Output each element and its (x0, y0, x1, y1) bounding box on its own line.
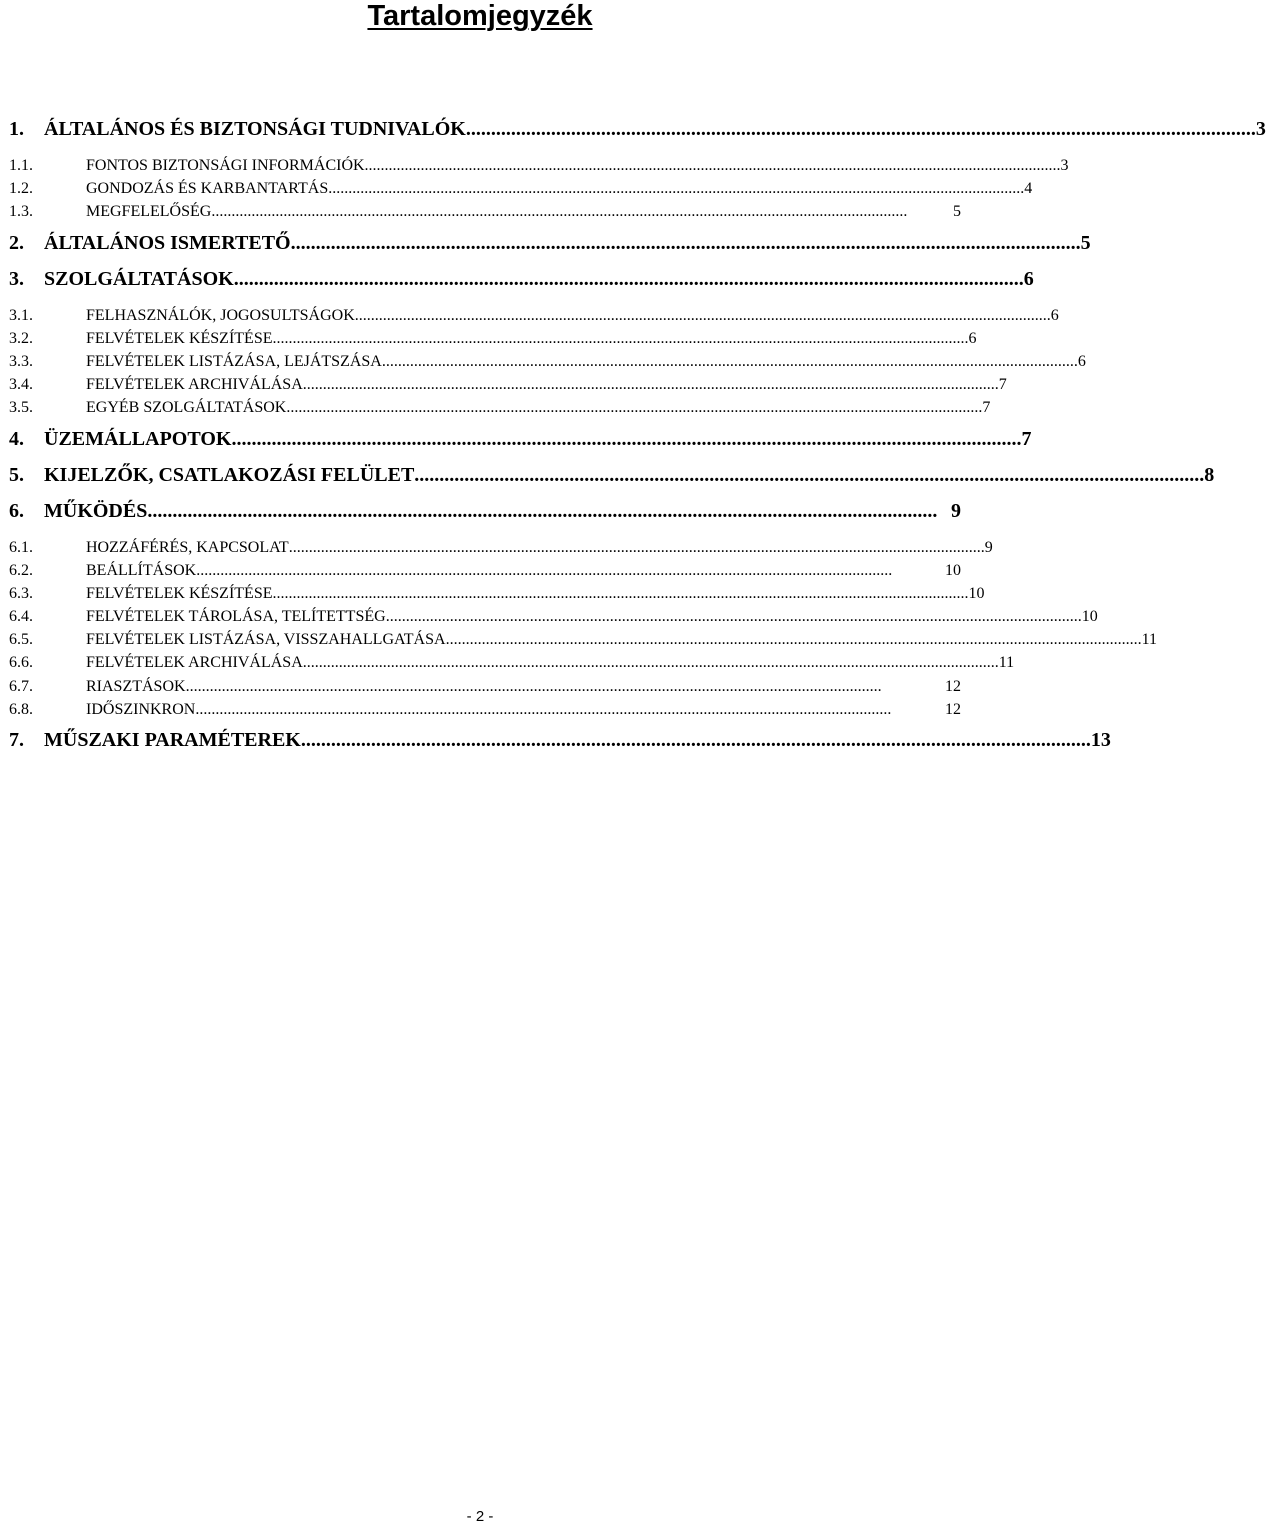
dot-leader: .............................................................................................................................................................................. (328, 180, 1025, 198)
toc-entry-page: 6 (1023, 267, 1034, 290)
toc-entry-page: 12 (945, 677, 961, 695)
toc-entry[interactable] (9, 698, 961, 721)
toc-entry-page: 10 (968, 584, 985, 602)
dot-leader: .............................................................................................................................................................................. (302, 376, 999, 394)
toc-entry[interactable] (9, 396, 991, 419)
toc-entry-label: FELVÉTELEK LISTÁZÁSA, VISSZAHALLGATÁSA (86, 631, 446, 649)
toc-entry-label: RIASZTÁSOK (86, 677, 186, 695)
toc-entry-label: FELHASZNÁLÓK, JOGOSULTSÁGOK (86, 306, 355, 324)
toc-entry-label: HOZZÁFÉRÉS, KAPCSOLAT (86, 538, 289, 556)
toc-entry-label: MEGFELELŐSÉG (86, 203, 212, 221)
toc-entry-number: 3.1. (9, 306, 33, 324)
toc-entry-number: 3.5. (9, 399, 33, 417)
toc-entry-page: 6 (968, 329, 977, 347)
toc-entry-label: FELVÉTELEK KÉSZÍTÉSE (86, 329, 273, 347)
toc-entry-number: 7. (9, 729, 24, 751)
toc-entry-number: 6.6. (9, 654, 33, 672)
dot-leader: .............................................................................................................................................................................. (288, 538, 985, 556)
toc-entry[interactable] (9, 605, 1098, 628)
table-of-contents (0, 114, 1266, 761)
toc-entry[interactable] (9, 304, 1059, 327)
toc-entry-label: ÁLTALÁNOS ISMERTETŐ (44, 231, 291, 254)
toc-entry-number: 1.3. (9, 203, 33, 221)
dot-leader: .............................................................................................................................................................................. (286, 399, 983, 417)
toc-entry-number: 2. (9, 231, 24, 254)
toc-entry-label: KIJELZŐK, CSATLAKOZÁSI FELÜLET (44, 463, 415, 486)
toc-entry-number: 3.3. (9, 352, 33, 370)
toc-entry-number: 1. (9, 118, 24, 140)
toc-entry[interactable] (9, 177, 1033, 200)
toc-entry-number: 3. (9, 267, 24, 290)
toc-entry-page: 13 (1090, 729, 1111, 751)
page-title: Tartalomjegyzék (367, 0, 593, 32)
toc-entry-page: 7 (998, 376, 1007, 394)
dot-leader: .............................................................................................................................................................................. (185, 677, 882, 695)
dot-leader: .............................................................................................................................................................................. (385, 608, 1082, 626)
toc-entry-number: 6.3. (9, 584, 33, 602)
toc-entry[interactable] (9, 114, 1266, 150)
toc-entry-label: FELVÉTELEK TÁROLÁSA, TELÍTETTSÉG (86, 608, 386, 626)
dot-leader: .............................................................................................................................................................................. (272, 584, 969, 602)
dot-leader: .............................................................................................................................................................. (465, 118, 1256, 140)
toc-entry-label: FELVÉTELEK KÉSZÍTÉSE (86, 584, 273, 602)
toc-entry[interactable] (9, 373, 1007, 396)
toc-entry-page: 3 (1255, 118, 1266, 140)
toc-entry-page: 4 (1024, 180, 1033, 198)
toc-entry-number: 3.2. (9, 329, 33, 347)
toc-entry-label: IDŐSZINKRON (86, 700, 196, 718)
toc-entry-number: 6.5. (9, 631, 33, 649)
toc-entry-page: 10 (1081, 608, 1098, 626)
toc-entry-label: FELVÉTELEK ARCHIVÁLÁSA (86, 376, 303, 394)
toc-entry-label: BEÁLLÍTÁSOK (86, 561, 197, 579)
toc-entry-page: 12 (945, 700, 961, 718)
toc-entry-label: ÜZEMÁLLAPOTOK (44, 427, 232, 450)
toc-entry[interactable] (9, 628, 1157, 651)
dot-leader: .............................................................................................................................................................................. (211, 203, 908, 221)
toc-entry-label: FELVÉTELEK LISTÁZÁSA, LEJÁTSZÁSA (86, 352, 382, 370)
toc-entry-number: 6. (9, 499, 24, 522)
dot-leader: .............................................................................................................................................................................. (364, 157, 1061, 174)
toc-entry[interactable] (9, 424, 1032, 460)
toc-entry-label: MŰSZAKI PARAMÉTEREK (44, 729, 301, 751)
toc-entry-page: 6 (1077, 352, 1086, 370)
dot-leader: .............................................................................................................................................................. (300, 729, 1091, 751)
toc-entry-number: 6.2. (9, 561, 33, 579)
toc-entry-number: 1.2. (9, 180, 33, 198)
dot-leader: .............................................................................................................................................................................. (302, 654, 999, 672)
toc-entry[interactable] (9, 536, 993, 559)
toc-entry[interactable] (9, 200, 961, 223)
toc-entry[interactable] (9, 350, 1086, 373)
toc-entry[interactable] (9, 460, 1215, 496)
dot-leader: .............................................................................................................................................................. (233, 267, 1024, 290)
toc-entry-page: 10 (945, 561, 961, 579)
toc-entry[interactable] (9, 327, 977, 350)
toc-entry[interactable] (9, 582, 985, 605)
dot-leader: .............................................................................................................................................................................. (272, 329, 969, 347)
page-number-footer: - 2 - (466, 1508, 494, 1525)
toc-entry[interactable] (9, 154, 1069, 177)
dot-leader: .............................................................................................................................................................................. (196, 561, 893, 579)
toc-entry-label: GONDOZÁS ÉS KARBANTARTÁS (86, 180, 329, 198)
toc-entry-number: 6.8. (9, 700, 33, 718)
dot-leader: .............................................................................................................................................................................. (445, 631, 1142, 649)
toc-entry-label: FELVÉTELEK ARCHIVÁLÁSA (86, 654, 303, 672)
toc-entry-number: 6.4. (9, 608, 33, 626)
dot-leader: .............................................................................................................................................................. (290, 231, 1081, 254)
toc-entry[interactable] (9, 228, 1091, 264)
dot-leader: .............................................................................................................................................................. (231, 427, 1022, 450)
toc-entry-page: 9 (984, 538, 993, 556)
toc-entry-number: 3.4. (9, 376, 33, 394)
toc-entry[interactable] (9, 559, 961, 582)
toc-entry[interactable] (9, 651, 1015, 674)
toc-entry-label: FONTOS BIZTONSÁGI INFORMÁCIÓK (86, 157, 365, 174)
toc-entry[interactable] (9, 264, 1034, 300)
toc-entry-number: 1.1. (9, 157, 33, 174)
toc-entry-page: 7 (982, 399, 991, 417)
toc-entry-number: 4. (9, 427, 24, 450)
toc-entry-number: 6.1. (9, 538, 33, 556)
toc-entry-number: 5. (9, 463, 24, 486)
toc-entry-page: 7 (1021, 427, 1032, 450)
dot-leader: .............................................................................................................................................................................. (354, 306, 1051, 324)
toc-entry-page: 5 (953, 203, 961, 221)
toc-entry-label: ÁLTALÁNOS ÉS BIZTONSÁGI TUDNIVALÓK (44, 118, 466, 140)
toc-entry-page: 8 (1204, 463, 1215, 486)
toc-entry-page: 3 (1060, 157, 1069, 174)
toc-entry-page: 11 (998, 654, 1015, 672)
dot-leader: .............................................................................................................................................................................. (381, 352, 1078, 370)
toc-entry-page: 9 (951, 499, 961, 522)
toc-entry-label: MŰKÖDÉS (44, 499, 148, 522)
toc-entry-page: 6 (1050, 306, 1059, 324)
toc-entry-page: 11 (1141, 631, 1157, 649)
toc-entry[interactable] (9, 496, 961, 532)
toc-entry[interactable] (9, 675, 961, 698)
dot-leader: .............................................................................................................................................................. (414, 463, 1205, 486)
toc-entry-label: SZOLGÁLTATÁSOK (44, 267, 234, 290)
dot-leader: .............................................................................................................................................................. (147, 499, 938, 522)
toc-entry[interactable] (9, 725, 1111, 761)
toc-entry-number: 6.7. (9, 677, 33, 695)
toc-entry-label: EGYÉB SZOLGÁLTATÁSOK (86, 399, 287, 417)
toc-entry-page: 5 (1080, 231, 1091, 254)
dot-leader: .............................................................................................................................................................................. (195, 700, 892, 718)
